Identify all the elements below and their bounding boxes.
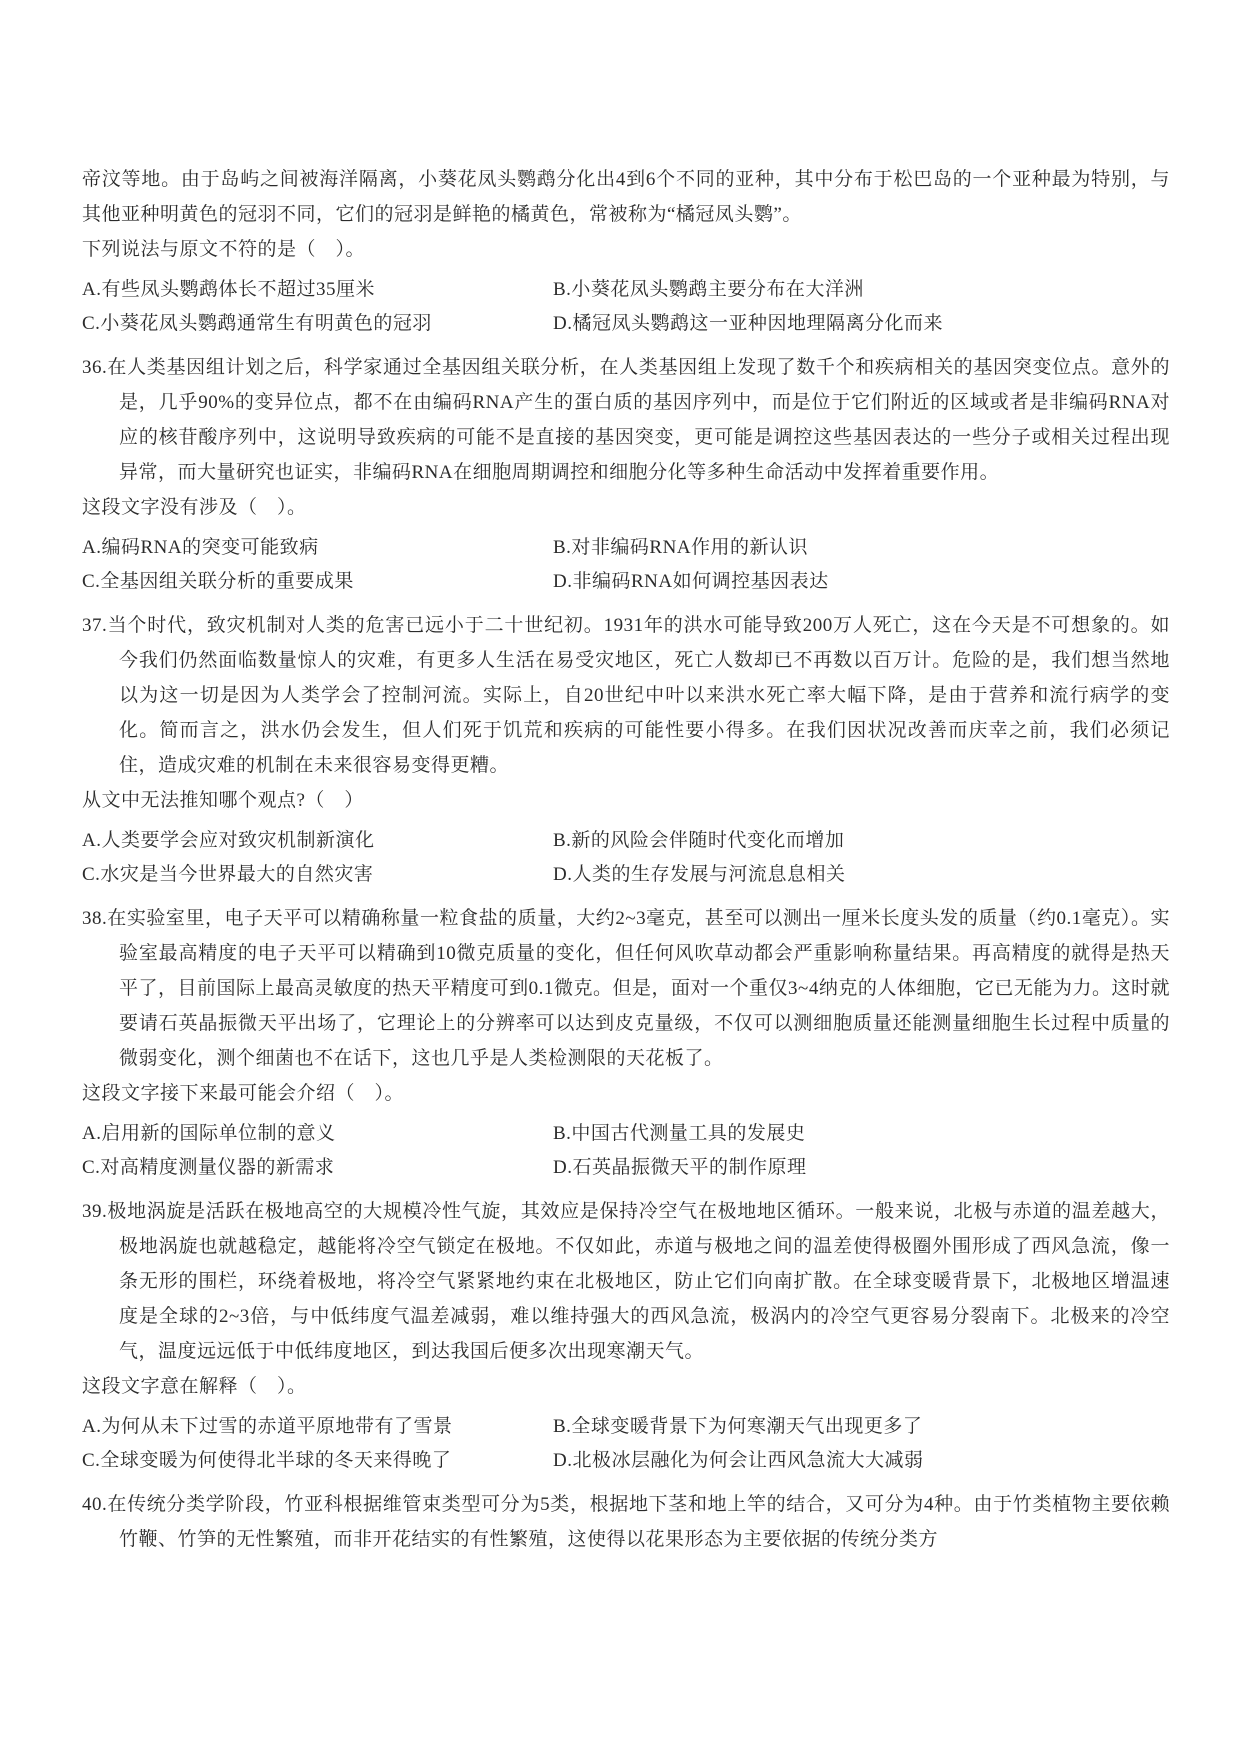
option-b: B.对非编码RNA作用的新认识 xyxy=(553,537,809,558)
question-35-continued xyxy=(82,162,1170,341)
option-a: A.启用新的国际单位制的意义 xyxy=(82,1123,336,1144)
question-40 xyxy=(82,1487,1170,1557)
options-grid xyxy=(82,273,1170,341)
option-d: D.橘冠凤头鹦鹉这一亚种因地理隔离分化而来 xyxy=(553,313,943,334)
option-d: D.石英晶振微天平的制作原理 xyxy=(553,1157,807,1178)
question-stem: 这段文字意在解释（ ）。 xyxy=(82,1376,307,1397)
question-36 xyxy=(82,350,1170,599)
question-stem: 这段文字没有涉及（ ）。 xyxy=(82,497,307,518)
option-c: C.小葵花凤头鹦鹉通常生有明黄色的冠羽 xyxy=(82,313,432,334)
question-passage-text: 在实验室里，电子天平可以精确称量一粒食盐的质量，大约2~3毫克，甚至可以测出一厘米长度头发的质量（约0.1毫克）。实验室最高精度的电子天平可以精确到10微克质量的变化，但任何风吹草动都会严重影响称量结果。再高精度的就得是热天平了，目前国际上最高灵敏度的热天平精度可到0.1微克。但是，面对一个重仅3~4纳克的人体细胞，它已无能为力。这时就要请石英晶振微天平出场了，它理论上的分辨率可以达到皮克量级，不仅可以测细胞质量还能测量细胞生长过程中质量的微弱变化，测个细菌也不在话下，这也几乎是人类检测限的天花板了。 xyxy=(107,908,1170,1069)
option-d: D.非编码RNA如何调控基因表达 xyxy=(553,571,829,592)
question-passage xyxy=(82,608,1170,783)
question-passage: 帝汶等地。由于岛屿之间被海洋隔离，小葵花凤头鹦鹉分化出4到6个不同的亚种，其中分布于松巴岛的一个亚种最为特别，与其他亚种明黄色的冠羽不同，它们的冠羽是鲜艳的橘黄色，常被称为“橘冠凤头鹦”。 xyxy=(82,169,1170,225)
option-a: A.人类要学会应对致灾机制新演化 xyxy=(82,830,375,851)
question-passage xyxy=(82,901,1170,1076)
option-c: C.水灾是当今世界最大的自然灾害 xyxy=(82,864,374,885)
option-a: A.编码RNA的突变可能致病 xyxy=(82,537,319,558)
option-b: B.中国古代测量工具的发展史 xyxy=(553,1123,806,1144)
question-passage-text: 极地涡旋是活跃在极地高空的大规模冷性气旋，其效应是保持冷空气在极地地区循环。一般来说，北极与赤道的温差越大，极地涡旋也就越稳定，越能将冷空气锁定在极地。不仅如此，赤道与极地之间的温差使得极圈外围形成了西风急流，像一条无形的围栏，环绕着极地，将冷空气紧紧地约束在北极地区，防止它们向南扩散。在全球变暖背景下，北极地区增温速度是全球的2~3倍，与中低纬度气温差减弱，难以维持强大的西风急流，极涡内的冷空气更容易分裂南下。北极来的冷空气，温度远远低于中低纬度地区，到达我国后便多次出现寒潮天气。 xyxy=(107,1201,1170,1362)
question-number: 40. xyxy=(82,1494,108,1515)
option-c: C.全基因组关联分析的重要成果 xyxy=(82,571,354,592)
question-passage-text: 在传统分类学阶段，竹亚科根据维管束类型可分为5类，根据地下茎和地上竿的结合，又可分为4种。由于竹类植物主要依赖竹鞭、竹笋的无性繁殖，而非开花结实的有性繁殖，这使得以花果形态为主要依据的传统分类方 xyxy=(107,1494,1170,1550)
options-grid xyxy=(82,824,1170,892)
option-c: C.对高精度测量仪器的新需求 xyxy=(82,1157,335,1178)
question-passage xyxy=(82,350,1170,490)
option-b: B.新的风险会伴随时代变化而增加 xyxy=(553,830,845,851)
question-number: 37. xyxy=(82,615,108,636)
question-passage-text: 当个时代，致灾机制对人类的危害已远小于二十世纪初。1931年的洪水可能导致200万人死亡，这在今天是不可想象的。如今我们仍然面临数量惊人的灾难，有更多人生活在易受灾地区，死亡人数却已不再数以百万计。危险的是，我们想当然地以为这一切是因为人类学会了控制河流。实际上，自20世纪中叶以来洪水死亡率大幅下降，是由于营养和流行病学的变化。简而言之，洪水仍会发生，但人们死于饥荒和疾病的可能性要小得多。在我们因状况改善而庆幸之前，我们必须记住，造成灾难的机制在未来很容易变得更糟。 xyxy=(107,615,1170,776)
question-stem: 这段文字接下来最可能会介绍（ ）。 xyxy=(82,1083,405,1104)
options-grid xyxy=(82,1117,1170,1185)
question-39 xyxy=(82,1194,1170,1478)
question-37 xyxy=(82,608,1170,892)
question-stem: 下列说法与原文不符的是（ ）。 xyxy=(82,239,366,260)
option-a: A.有些凤头鹦鹉体长不超过35厘米 xyxy=(82,279,375,300)
question-number: 36. xyxy=(82,357,108,378)
options-grid xyxy=(82,531,1170,599)
option-b: B.全球变暖背景下为何寒潮天气出现更多了 xyxy=(553,1416,923,1437)
option-d: D.人类的生存发展与河流息息相关 xyxy=(553,864,846,885)
option-b: B.小葵花凤头鹦鹉主要分布在大洋洲 xyxy=(553,279,864,300)
option-c: C.全球变暖为何使得北半球的冬天来得晚了 xyxy=(82,1450,452,1471)
question-number: 39. xyxy=(82,1201,108,1222)
options-grid xyxy=(82,1410,1170,1478)
question-passage-text: 在人类基因组计划之后，科学家通过全基因组关联分析，在人类基因组上发现了数千个和疾病相关的基因突变位点。意外的是，几乎90%的变异位点，都不在由编码RNA产生的蛋白质的基因序列中，而是位于它们附近的区域或者是非编码RNA对应的核苷酸序列中，这说明导致疾病的可能不是直接的基因突变，更可能是调控这些基因表达的一些分子或相关过程出现异常，而大量研究也证实，非编码RNA在细胞周期调控和细胞分化等多种生命活动中发挥着重要作用。 xyxy=(107,357,1170,483)
option-a: A.为何从未下过雪的赤道平原地带有了雪景 xyxy=(82,1416,453,1437)
question-number: 38. xyxy=(82,908,108,929)
question-passage xyxy=(82,1487,1170,1557)
option-d: D.北极冰层融化为何会让西风急流大大减弱 xyxy=(553,1450,924,1471)
question-stem: 从文中无法推知哪个观点?（ ） xyxy=(82,790,364,811)
question-38 xyxy=(82,901,1170,1185)
question-passage xyxy=(82,1194,1170,1369)
